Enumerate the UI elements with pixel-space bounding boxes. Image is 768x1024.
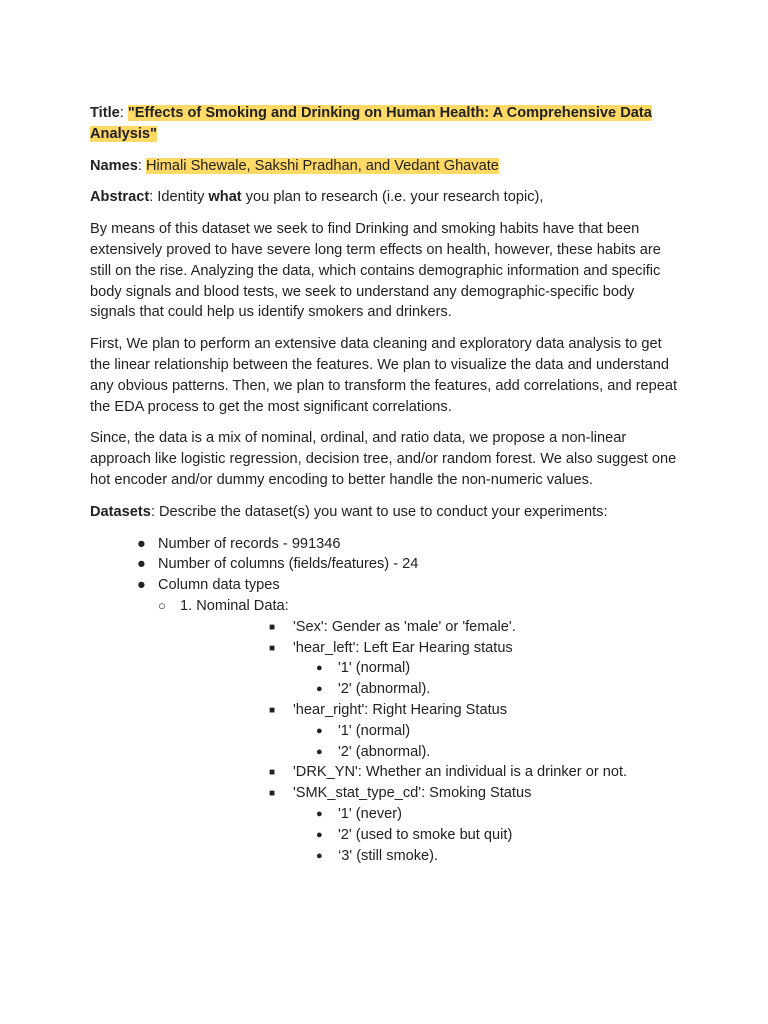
paragraph-approach: Since, the data is a mix of nominal, ordinal, and ratio data, we propose a non-linear approach like logistic regression, decision tree, and/or random forest. We also suggest one hot encoder and/or dummy encoding to better handle the non-numeric values. <box>90 430 677 488</box>
list-item <box>158 617 680 638</box>
datasets-label: Datasets <box>90 503 151 520</box>
nominal-text: 1. Nominal Data: <box>180 597 289 614</box>
hear-left-value-2: '2' (abnormal). <box>338 681 431 698</box>
list-item <box>158 742 680 763</box>
dataset-list <box>90 534 680 867</box>
title-label: Title <box>90 105 120 121</box>
paragraph-plan: First, We plan to perform an extensive data cleaning and exploratory data analysis to get the linear relationship between the features. We plan to visualize the data and understand any obvious patterns. Then, we plan to transform the features, add correlations, and repeat the EDA process to get the most significant correlations. <box>90 336 678 415</box>
bullet-icon: ● <box>316 662 323 675</box>
abstract-line <box>90 187 680 208</box>
hear-left-value-1: '1' (normal) <box>338 660 411 677</box>
list-item <box>90 575 680 866</box>
nominal-list <box>180 617 680 867</box>
list-item <box>158 658 680 679</box>
smk-value-2: '2' (used to smoke but quit) <box>338 826 513 843</box>
hear-left-text: 'hear_left': Left Ear Hearing status <box>293 639 513 656</box>
list-item <box>158 700 680 762</box>
list-item <box>158 783 680 866</box>
square-bullet-icon: ■ <box>269 767 276 779</box>
datasets-line <box>90 502 680 523</box>
abstract-label: Abstract <box>90 189 150 206</box>
square-bullet-icon: ■ <box>269 621 276 633</box>
list-item <box>158 596 680 866</box>
list-item <box>158 825 680 846</box>
list-item <box>158 804 680 825</box>
columns-text: Number of columns (fields/features) - 24 <box>158 556 419 573</box>
names-label: Names <box>90 157 138 174</box>
smk-value-3: ‘3' (still smoke). <box>338 847 439 864</box>
smk-values <box>293 804 680 866</box>
records-text: Number of records - 991346 <box>158 535 341 552</box>
column-types-list <box>90 596 680 866</box>
drk-text: 'DRK_YN': Whether an individual is a drinker or not. <box>293 764 628 781</box>
hear-right-text: 'hear_right': Right Hearing Status <box>293 701 508 718</box>
list-item <box>90 534 680 555</box>
paragraph-motivation: By means of this dataset we seek to find Drinking and smoking habits have that been extensively proved to have severe long term effects on health, however, these habits are still on the rise. Analyzing the data, which contains demographic information and specific body signals and blood tests, we seek to understand any demographic-specific body signals that could help us identify smokers and drinkers. <box>90 221 661 321</box>
bullet-icon: ● <box>137 535 146 552</box>
abstract-post: you plan to research (i.e. your research topic), <box>241 189 544 206</box>
datasets-text: : Describe the dataset(s) you want to use to conduct your experiments: <box>150 503 608 520</box>
square-bullet-icon: ■ <box>269 642 276 654</box>
sex-text: 'Sex': Gender as 'male' or 'female'. <box>293 618 516 635</box>
bullet-icon: ● <box>316 807 323 820</box>
list-item <box>158 846 680 867</box>
title-line <box>90 103 680 145</box>
hear-left-values <box>293 658 680 700</box>
bullet-icon: ● <box>316 745 323 758</box>
list-item <box>158 762 680 783</box>
names-sep: : <box>137 157 146 174</box>
list-item <box>90 554 680 575</box>
types-text: Column data types <box>158 577 280 594</box>
author-names: Himali Shewale, Sakshi Pradhan, and Vedant Ghavate <box>145 157 499 174</box>
title-sep: : <box>119 105 128 121</box>
bullet-icon: ● <box>316 828 323 841</box>
bullet-icon: ● <box>316 683 323 696</box>
bullet-icon: ● <box>316 724 323 737</box>
bullet-icon: ● <box>316 849 323 862</box>
circle-bullet-icon: ○ <box>158 597 166 613</box>
document-title: "Effects of Smoking and Drinking on Human Health: A Comprehensive Data Analysis" <box>90 105 652 142</box>
square-bullet-icon: ■ <box>269 788 276 800</box>
hear-right-value-2: '2' (abnormal). <box>338 743 431 760</box>
hear-right-values <box>293 721 680 763</box>
bullet-icon: ● <box>137 556 146 573</box>
abstract-bold: what <box>208 189 242 206</box>
list-item <box>158 721 680 742</box>
abstract-pre: : Identity <box>149 189 209 206</box>
list-item <box>158 679 680 700</box>
smk-text: 'SMK_stat_type_cd': Smoking Status <box>293 785 532 802</box>
square-bullet-icon: ■ <box>269 704 276 716</box>
bullet-icon: ● <box>137 577 146 594</box>
list-item <box>158 638 680 700</box>
names-line <box>90 156 680 177</box>
hear-right-value-1: '1' (normal) <box>338 722 411 739</box>
smk-value-1: '1' (never) <box>338 805 402 822</box>
document-body <box>90 103 680 866</box>
